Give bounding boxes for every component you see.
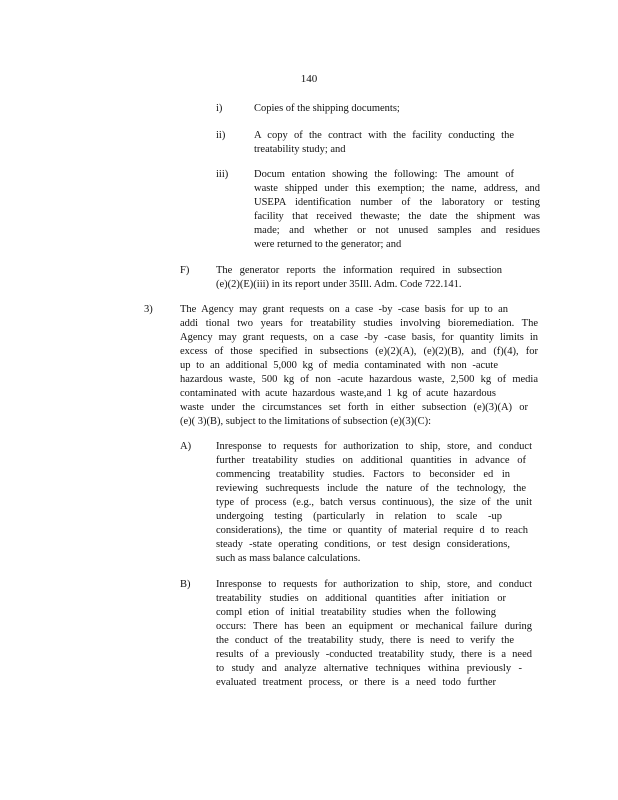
text-line: treatability studies on additional quantities after initiation or — [216, 593, 506, 604]
text-line: occurs: There has been an equipment or mechanical failure during — [216, 621, 532, 632]
text-line: addi tional two years for treatability studies involving bioremediation. The — [180, 318, 538, 329]
item-label: A) — [180, 441, 192, 452]
text-line: waste shipped under this exemption; the name, address, and — [254, 183, 540, 194]
text-line: (e)(2)(E)(iii) in its report under 35Ill. Adm. Code 722.141. — [216, 279, 462, 290]
sub-item-label: ii) — [216, 130, 226, 141]
text-line: excess of those specified in subsections (e)(2)(A), (e)(2)(B), and (f)(4), for — [180, 346, 538, 357]
text-line: reviewing suchrequests include the nature of the technology, the — [216, 483, 526, 494]
text-line: results of a previously -conducted treatability study, there is a need — [216, 649, 532, 660]
text-line: Agency may grant requests, on a case -by -case basis, for quantity limits in — [180, 332, 538, 343]
item-text — [216, 578, 532, 690]
text-line: evaluated treatment process, or there is a need todo further — [216, 677, 496, 688]
text-line: such as mass balance calculations. — [216, 553, 361, 564]
text-line: hazardous waste, 500 kg of non -acute hazardous waste, 2,500 kg of media — [180, 374, 538, 385]
text-line: treatability study; and — [254, 144, 346, 155]
text-line: The generator reports the information required in subsection — [216, 265, 502, 276]
text-line: The Agency may grant requests on a case -by -case basis for up to an — [180, 304, 508, 315]
text-line: A copy of the contract with the facility conducting the — [254, 130, 514, 141]
text-line: made; and whether or not unused samples and residues — [254, 225, 540, 236]
item-text — [216, 264, 502, 292]
text-line: Docum entation showing the following: The amount of — [254, 169, 514, 180]
text-line: were returned to the generator; and — [254, 239, 402, 250]
text-line: up to an additional 5,000 kg of media contaminated with non -acute — [180, 360, 498, 371]
text-line: undergoing testing (particularly in relation to scale -up — [216, 511, 502, 522]
item-label: B) — [180, 579, 191, 590]
page-number: 140 — [300, 73, 318, 85]
text-line: facility that received thewaste; the date the shipment was — [254, 211, 540, 222]
sub-item-text — [254, 129, 514, 157]
text-line: Copies of the shipping documents; — [254, 103, 400, 114]
text-line: waste under the circumstances set forth in either subsection (e)(3)(A) or — [180, 402, 528, 413]
sub-item-text — [254, 102, 540, 116]
text-line: commencing treatability studies. Factors to beconsider ed in — [216, 469, 510, 480]
text-line: type of process (e.g., batch versus continuous), the size of the unit — [216, 497, 532, 508]
sub-item-label: iii) — [216, 169, 229, 180]
item-label: 3) — [144, 304, 153, 315]
text-line: considerations), the time or quantity of material require d to reach — [216, 525, 528, 536]
text-line: further treatability studies on additional quantities in advance of — [216, 455, 526, 466]
item-text — [216, 440, 532, 566]
text-line: (e)( 3)(B), subject to the limitations of subsection (e)(3)(C): — [180, 416, 432, 427]
text-line: contaminated with acute hazardous waste,and 1 kg of acute hazardous — [180, 388, 496, 399]
text-line: Inresponse to requests for authorization to ship, store, and conduct — [216, 441, 532, 452]
text-line: to study and analyze alternative techniques withina previously - — [216, 663, 522, 674]
sub-item-label: i) — [216, 103, 223, 114]
text-line: steady -state operating conditions, or test design considerations, — [216, 539, 510, 550]
text-line: the conduct of the treatability study, there is need to verify the — [216, 635, 514, 646]
text-line: USEPA identification number of the laboratory or testing — [254, 197, 540, 208]
item-label: F) — [180, 265, 190, 276]
item-text — [180, 303, 538, 429]
sub-item-text — [254, 168, 540, 252]
text-line: Inresponse to requests for authorization to ship, store, and conduct — [216, 579, 532, 590]
text-line: compl etion of initial treatability studies when the following — [216, 607, 496, 618]
